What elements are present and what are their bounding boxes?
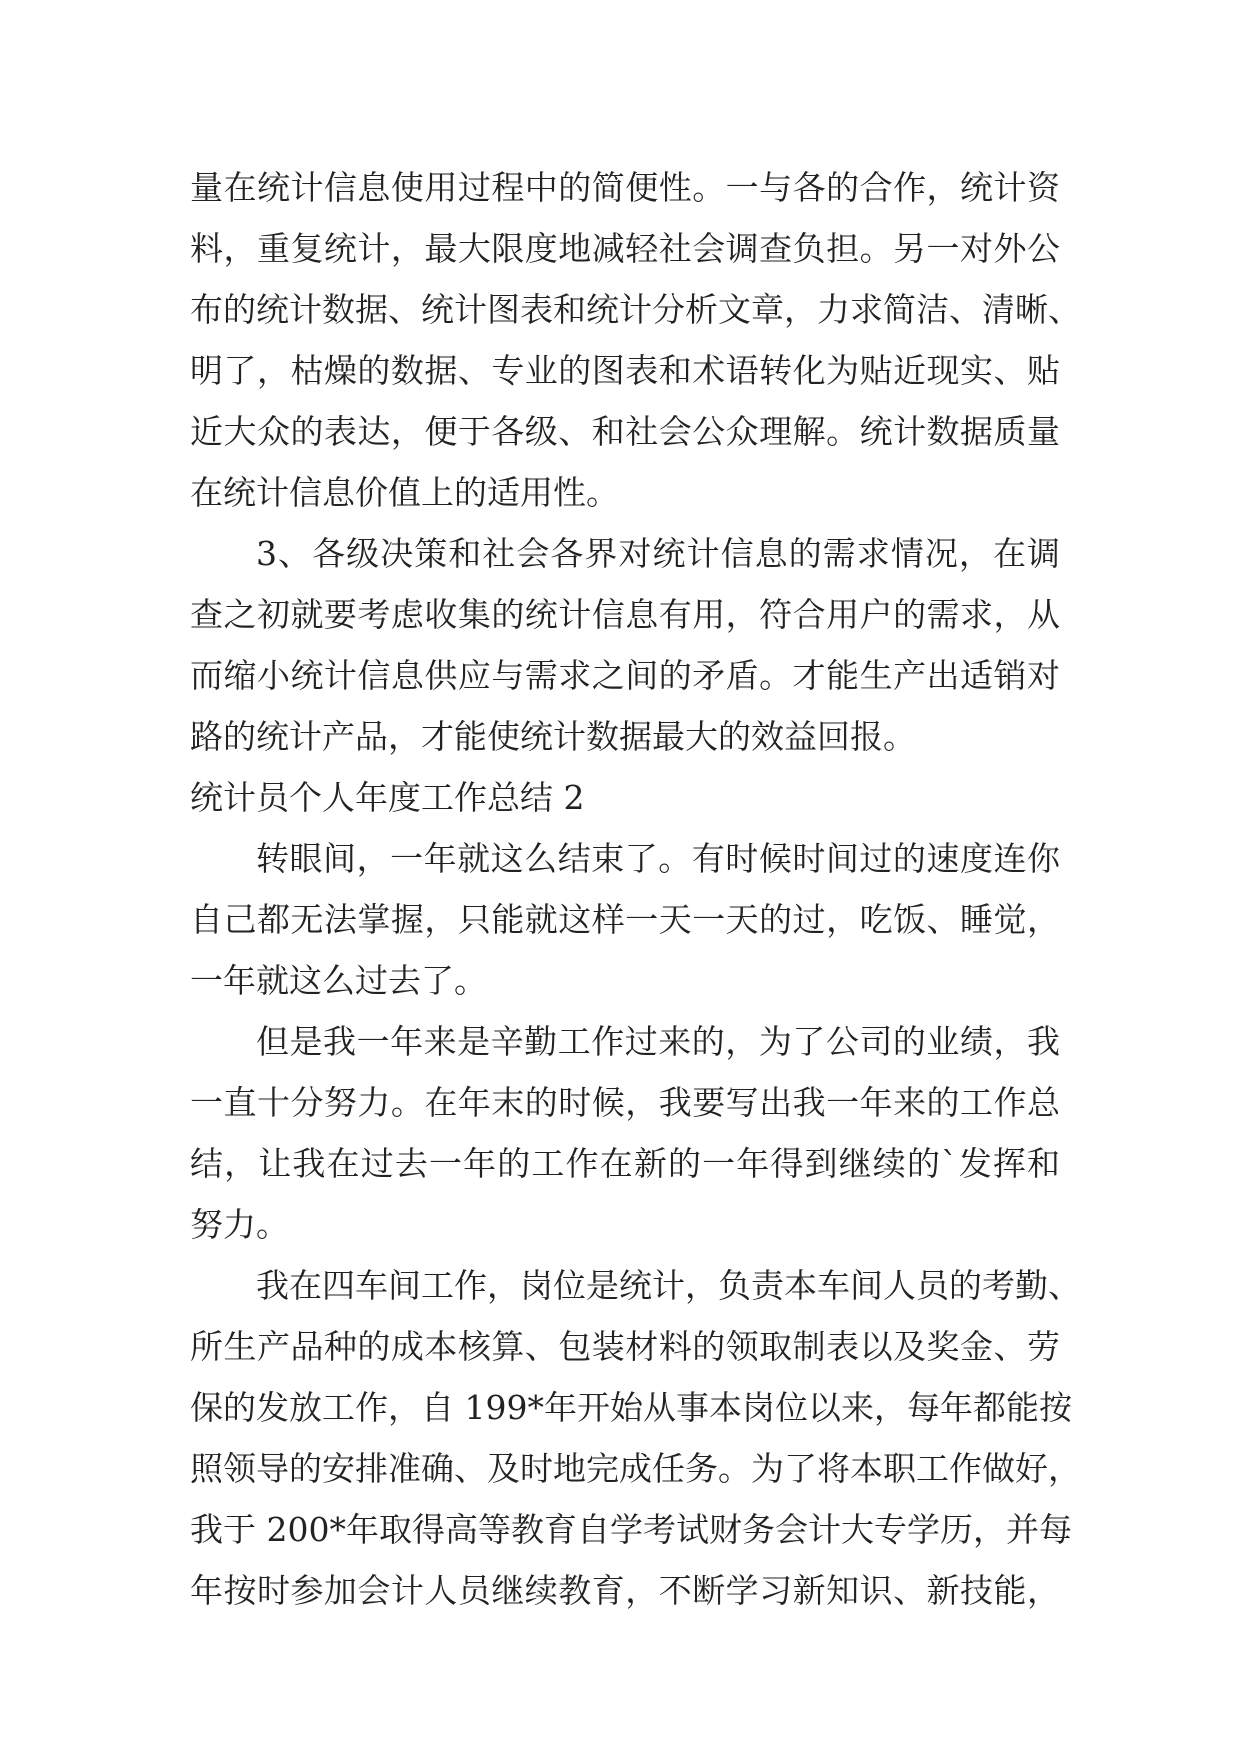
- paragraph-start-line: 转眼间，一年就这么结束了。有时候时间过的速度连你: [256, 839, 1060, 878]
- body-text-line: 结，让我在过去一年的工作在新的一年得到继续的`发挥和: [190, 1144, 1060, 1183]
- body-text-line: 所生产品种的成本核算、包装材料的领取制表以及奖金、劳: [190, 1327, 1060, 1366]
- body-text-line: 近大众的表达，便于各级、和社会公众理解。统计数据质量: [190, 412, 1060, 451]
- paragraph-start-line: 3、各级决策和社会各界对统计信息的需求情况，在调: [256, 534, 1060, 573]
- body-text-line: 一直十分努力。在年末的时候，我要写出我一年来的工作总: [190, 1083, 1060, 1122]
- body-text-line: 年按时参加会计人员继续教育，不断学习新知识、新技能，: [190, 1571, 1060, 1610]
- paragraph-start-line: 我在四车间工作，岗位是统计，负责本车间人员的考勤、: [256, 1266, 1081, 1305]
- body-text-line: 照领导的安排准确、及时地完成任务。为了将本职工作做好，: [190, 1449, 1081, 1488]
- body-text-line: 在统计信息价值上的适用性。: [190, 473, 619, 512]
- paragraph-start-line: 但是我一年来是辛勤工作过来的，为了公司的业绩，我: [256, 1022, 1060, 1061]
- body-text-line: 我于 200*年取得高等教育自学考试财务会计大专学历，并每: [190, 1510, 1072, 1549]
- body-text-line: 保的发放工作，自 199*年开始从事本岗位以来，每年都能按: [190, 1388, 1072, 1427]
- section-heading: 统计员个人年度工作总结 2: [190, 778, 585, 817]
- body-text-line: 一年就这么过去了。: [190, 961, 487, 1000]
- body-text-line: 查之初就要考虑收集的统计信息有用，符合用户的需求，从: [190, 595, 1060, 634]
- body-text-line: 明了，枯燥的数据、专业的图表和术语转化为贴近现实、贴: [190, 351, 1060, 390]
- body-text-line: 自己都无法掌握，只能就这样一天一天的过，吃饭、睡觉，: [190, 900, 1060, 939]
- body-text-line: 而缩小统计信息供应与需求之间的矛盾。才能生产出适销对: [190, 656, 1060, 695]
- body-text-line: 布的统计数据、统计图表和统计分析文章，力求简洁、清晰、: [190, 290, 1081, 329]
- body-text-line: 努力。: [190, 1205, 289, 1244]
- body-text-line: 料，重复统计，最大限度地减轻社会调查负担。另一对外公: [190, 229, 1060, 268]
- body-text-line: 量在统计信息使用过程中的简便性。一与各的合作，统计资: [190, 168, 1060, 207]
- body-text-line: 路的统计产品，才能使统计数据最大的效益回报。: [190, 717, 916, 756]
